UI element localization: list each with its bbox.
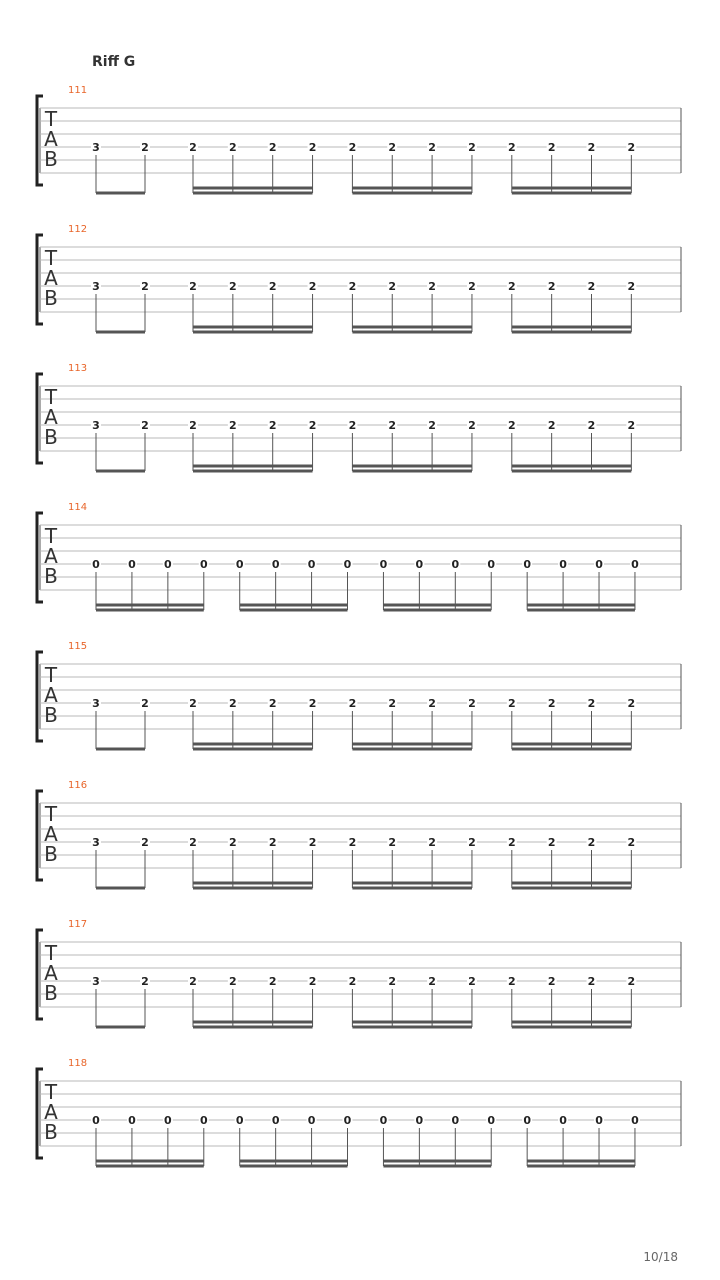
fret-number: 2 [587, 141, 596, 154]
fret-number: 2 [141, 697, 149, 710]
tab-system [0, 780, 720, 907]
fret-number: 0 [415, 1114, 424, 1127]
fret-number: 2 [587, 975, 596, 988]
fret-number: 2 [468, 141, 476, 154]
fret-number: 2 [268, 975, 277, 988]
fret-number: 2 [388, 836, 397, 849]
fret-number: 2 [428, 836, 436, 849]
measure-number: 113 [68, 363, 88, 374]
fret-number: 3 [92, 836, 100, 849]
fret-number: 0 [199, 1114, 208, 1127]
fret-number: 2 [141, 836, 149, 849]
measure-number: 111 [68, 85, 88, 96]
tab-staff [0, 370, 720, 490]
fret-number: 0 [307, 1114, 316, 1127]
fret-number: 2 [587, 836, 596, 849]
fret-number: 2 [189, 419, 197, 432]
tab-clef-letter: B [44, 286, 58, 310]
fret-number: 2 [388, 280, 397, 293]
fret-number: 2 [388, 697, 397, 710]
tab-clef-letter: A [44, 683, 58, 707]
tab-staff [0, 231, 720, 351]
fret-number: 2 [308, 419, 317, 432]
fret-number: 2 [268, 836, 277, 849]
fret-number: 2 [627, 280, 636, 293]
fret-number: 2 [189, 975, 197, 988]
fret-number: 2 [627, 419, 636, 432]
tab-clef-letter: T [44, 524, 58, 548]
fret-number: 2 [627, 141, 636, 154]
fret-number: 2 [428, 697, 436, 710]
fret-number: 0 [128, 558, 136, 571]
fret-number: 2 [627, 697, 636, 710]
fret-number: 0 [451, 1114, 460, 1127]
fret-number: 2 [547, 836, 556, 849]
fret-number: 2 [229, 975, 237, 988]
tab-system [0, 363, 720, 490]
fret-number: 2 [507, 975, 516, 988]
fret-number: 2 [189, 836, 197, 849]
tab-clef-letter: B [44, 425, 58, 449]
fret-number: 2 [189, 280, 197, 293]
fret-number: 2 [428, 419, 436, 432]
measure-number: 117 [68, 919, 88, 930]
fret-number: 2 [308, 280, 317, 293]
tab-clef-letter: B [44, 147, 58, 171]
fret-number: 2 [507, 697, 516, 710]
fret-number: 3 [92, 975, 100, 988]
tab-clef-letter: T [44, 385, 58, 409]
fret-number: 0 [379, 558, 388, 571]
fret-number: 2 [587, 697, 596, 710]
fret-number: 2 [587, 419, 596, 432]
fret-number: 0 [92, 558, 100, 571]
fret-number: 0 [559, 558, 567, 571]
measure-number: 112 [68, 224, 88, 235]
fret-number: 3 [92, 419, 100, 432]
fret-number: 0 [631, 558, 639, 571]
fret-number: 0 [523, 558, 531, 571]
tab-clef-letter: A [44, 405, 58, 429]
fret-number: 3 [92, 280, 100, 293]
tab-system [0, 641, 720, 768]
fret-number: 0 [559, 1114, 567, 1127]
tab-staff [0, 787, 720, 907]
fret-number: 2 [348, 697, 357, 710]
section-title: Riff G [92, 54, 136, 70]
tab-clef-letter: B [44, 703, 58, 727]
fret-number: 2 [189, 141, 197, 154]
measure-number: 115 [68, 641, 88, 652]
fret-number: 2 [268, 419, 277, 432]
fret-number: 2 [268, 697, 277, 710]
tab-clef-letter: T [44, 941, 58, 965]
fret-number: 2 [348, 419, 357, 432]
fret-number: 0 [271, 558, 280, 571]
tab-clef-letter: T [44, 802, 58, 826]
fret-number: 0 [343, 1114, 352, 1127]
fret-number: 2 [547, 419, 556, 432]
tab-clef-letter: A [44, 961, 58, 985]
fret-number: 2 [308, 141, 317, 154]
fret-number: 2 [468, 280, 476, 293]
fret-number: 2 [507, 280, 516, 293]
fret-number: 2 [627, 836, 636, 849]
fret-number: 2 [507, 141, 516, 154]
tab-clef-letter: B [44, 842, 58, 866]
tab-staff [0, 926, 720, 1046]
fret-number: 0 [128, 1114, 136, 1127]
measure-number: 118 [68, 1058, 88, 1069]
fret-number: 0 [199, 558, 208, 571]
tab-clef-letter: T [44, 663, 58, 687]
fret-number: 2 [428, 280, 436, 293]
fret-number: 2 [141, 280, 149, 293]
tab-staff [0, 1065, 720, 1185]
fret-number: 2 [468, 975, 476, 988]
fret-number: 0 [523, 1114, 531, 1127]
fret-number: 0 [343, 558, 352, 571]
fret-number: 2 [507, 836, 516, 849]
fret-number: 2 [229, 280, 237, 293]
fret-number: 2 [547, 280, 556, 293]
measure-number: 114 [68, 502, 88, 513]
tab-clef-letter: A [44, 544, 58, 568]
fret-number: 2 [507, 419, 516, 432]
tab-clef-letter: A [44, 1100, 58, 1124]
fret-number: 2 [308, 836, 317, 849]
fret-number: 0 [92, 1114, 100, 1127]
tab-clef-letter: A [44, 822, 58, 846]
fret-number: 2 [388, 419, 397, 432]
fret-number: 2 [547, 697, 556, 710]
fret-number: 2 [587, 280, 596, 293]
fret-number: 2 [348, 141, 357, 154]
fret-number: 2 [348, 836, 357, 849]
tab-clef-letter: A [44, 127, 58, 151]
fret-number: 0 [451, 558, 460, 571]
fret-number: 3 [92, 697, 100, 710]
fret-number: 2 [547, 975, 556, 988]
fret-number: 2 [348, 280, 357, 293]
fret-number: 0 [487, 558, 496, 571]
fret-number: 0 [487, 1114, 496, 1127]
fret-number: 2 [268, 141, 277, 154]
fret-number: 2 [141, 975, 149, 988]
tab-system [0, 1058, 720, 1185]
tab-system [0, 502, 720, 629]
fret-number: 0 [235, 1114, 244, 1127]
tab-system [0, 85, 720, 212]
tab-clef-letter: A [44, 266, 58, 290]
fret-number: 2 [229, 419, 237, 432]
tab-system [0, 919, 720, 1046]
fret-number: 2 [428, 141, 436, 154]
fret-number: 2 [468, 836, 476, 849]
fret-number: 2 [388, 141, 397, 154]
fret-number: 2 [348, 975, 357, 988]
fret-number: 2 [308, 697, 317, 710]
fret-number: 0 [271, 1114, 280, 1127]
tab-clef-letter: B [44, 564, 58, 588]
fret-number: 0 [631, 1114, 639, 1127]
tab-staff [0, 509, 720, 629]
fret-number: 0 [415, 558, 424, 571]
fret-number: 2 [468, 419, 476, 432]
fret-number: 2 [468, 697, 476, 710]
fret-number: 2 [229, 141, 237, 154]
fret-number: 0 [307, 558, 316, 571]
tab-clef-letter: B [44, 981, 58, 1005]
fret-number: 2 [229, 697, 237, 710]
tab-clef-letter: T [44, 1080, 58, 1104]
fret-number: 2 [627, 975, 636, 988]
tab-clef-letter: T [44, 107, 58, 131]
fret-number: 0 [595, 1114, 603, 1127]
fret-number: 2 [189, 697, 197, 710]
fret-number: 2 [268, 280, 277, 293]
tab-staff [0, 648, 720, 768]
tab-clef-letter: T [44, 246, 58, 270]
fret-number: 2 [428, 975, 436, 988]
fret-number: 2 [388, 975, 397, 988]
fret-number: 0 [164, 558, 172, 571]
fret-number: 2 [141, 419, 149, 432]
fret-number: 2 [547, 141, 556, 154]
fret-number: 0 [595, 558, 603, 571]
tab-staff [0, 92, 720, 212]
fret-number: 2 [141, 141, 149, 154]
tab-system [0, 224, 720, 351]
fret-number: 2 [229, 836, 237, 849]
fret-number: 2 [308, 975, 317, 988]
fret-number: 3 [92, 141, 100, 154]
tab-clef-letter: B [44, 1120, 58, 1144]
page-number: 10/18 [643, 1250, 678, 1264]
fret-number: 0 [235, 558, 244, 571]
measure-number: 116 [68, 780, 88, 791]
fret-number: 0 [379, 1114, 388, 1127]
fret-number: 0 [164, 1114, 172, 1127]
